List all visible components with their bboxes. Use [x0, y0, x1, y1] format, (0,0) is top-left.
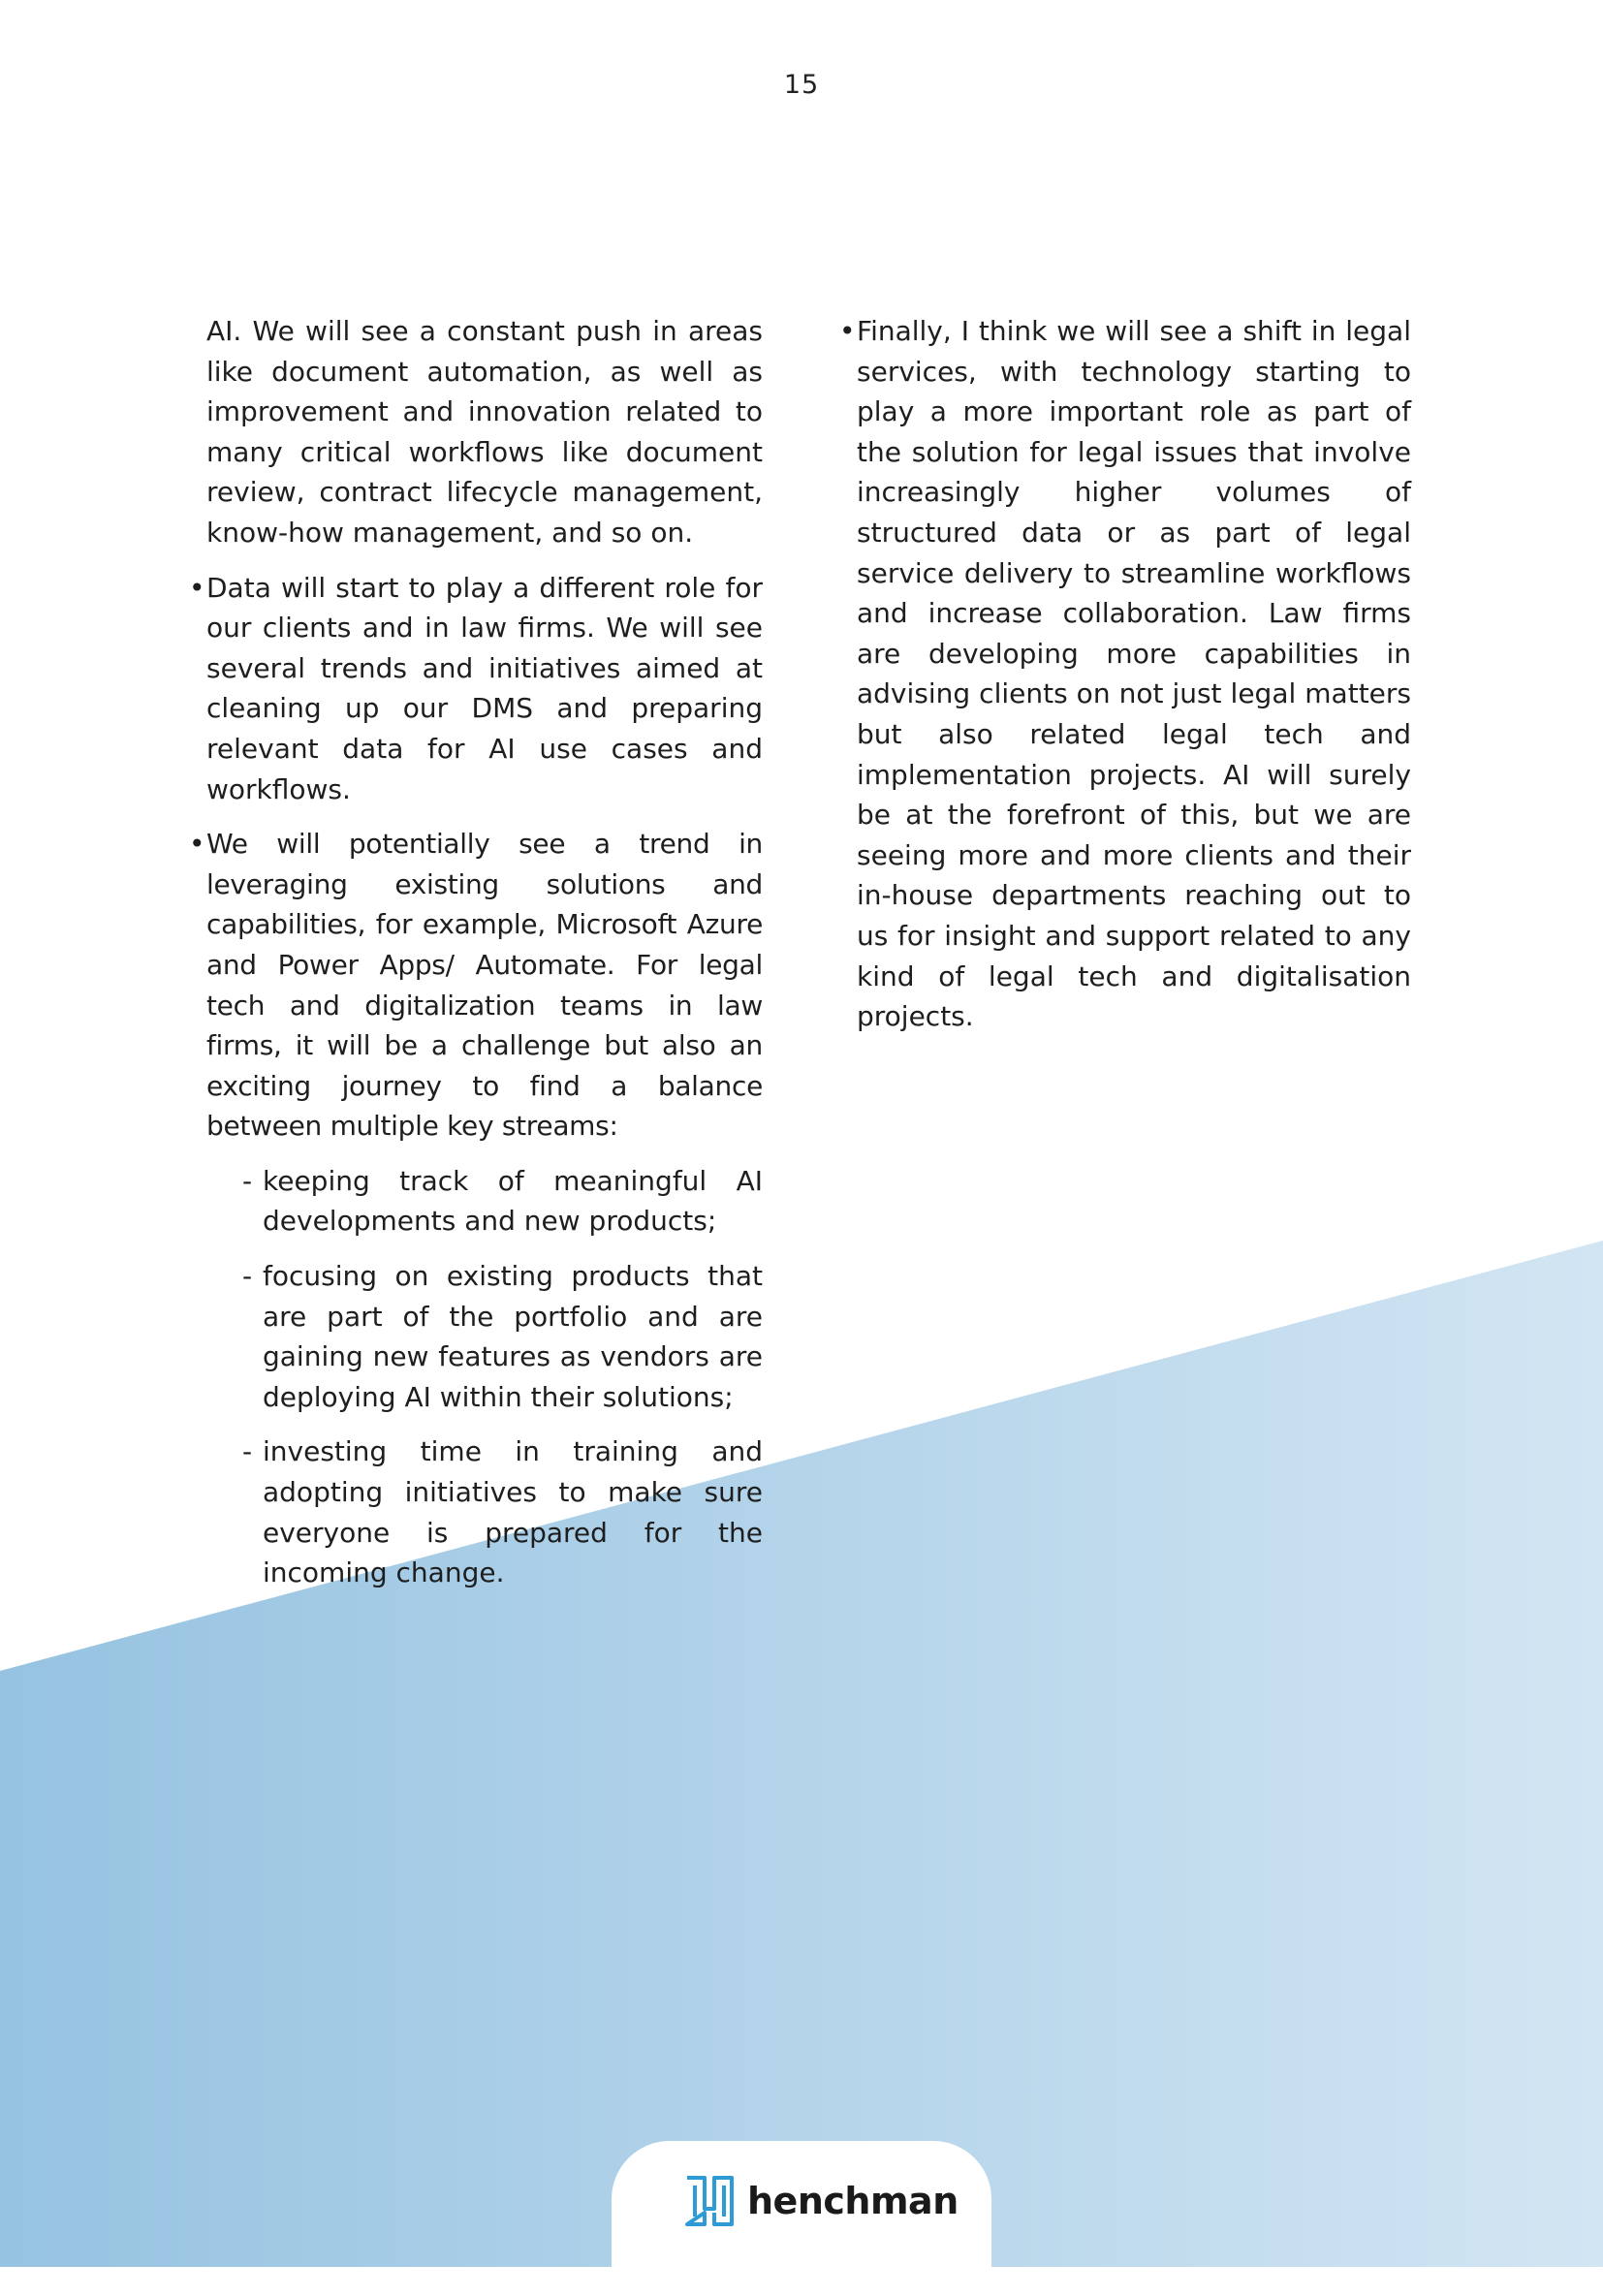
bullet-marker: • [839, 315, 856, 347]
dash-marker: - [242, 1435, 253, 1468]
henchman-logo-icon [683, 2174, 736, 2228]
bullet-marker: • [189, 828, 205, 861]
sub-list-item [242, 1431, 763, 1592]
henchman-logo [683, 2174, 959, 2228]
logo-wordmark: henchman [747, 2180, 959, 2222]
sub-list-text: investing time in training and adopting initiatives to make sure everyone is prepared for the incoming change. [263, 1435, 763, 1589]
dash-marker: - [242, 1260, 253, 1293]
bullet-text: Finally, I think we will see a shift in legal services, with technology starting to play a more important role as part of the solution for legal issues that involve increasingly higher volumes of structured data or as part of legal service delivery to streamline workflows and increase collaboration. Law firms are developing more capabilities in advising clients on not just legal matters but also related legal tech and implementation projects. AI will surely be at the forefront of this, but we are seeing more and more clients and their in-house departments reaching out to us for insight and support related to any kind of legal tech and digitalisation projects. [857, 315, 1411, 1033]
dash-marker: - [242, 1164, 253, 1197]
bullet-text: Data will start to play a different role for our clients and in law firms. We will see several trends and initiatives aimed at cleaning up our DMS and preparing relevant data for AI use cases and workflows. [206, 571, 763, 805]
bullet-text: We will potentially see a trend in leveraging existing solutions and capabilities, for example, Microsoft Azure and Power Apps/ Automate. For legal tech and digitalization teams in law firms, it will be a challenge but also an exciting journey to find a balance between multiple key streams: [206, 828, 763, 1143]
sub-list-item [242, 1161, 763, 1242]
sub-list-text: keeping track of meaningful AI developments and new products; [263, 1164, 763, 1238]
intro-paragraph: AI. We will see a constant push in areas like document automation, as well as improvement and innovation related to many critical workflows like document review, contract lifecycle management, know-how management, and so on. [206, 315, 763, 549]
bullet-item [189, 568, 763, 810]
page-number: 15 [783, 70, 820, 100]
sub-list-item [242, 1256, 763, 1417]
left-column [189, 311, 763, 1608]
bullet-marker: • [189, 571, 205, 604]
right-column [839, 311, 1411, 1052]
bullet-item [839, 311, 1411, 1037]
sub-list-text: focusing on existing products that are part of the portfolio and are gaining new features as vendors are deploying AI within their solutions; [263, 1260, 763, 1413]
bullet-item [189, 824, 763, 1147]
